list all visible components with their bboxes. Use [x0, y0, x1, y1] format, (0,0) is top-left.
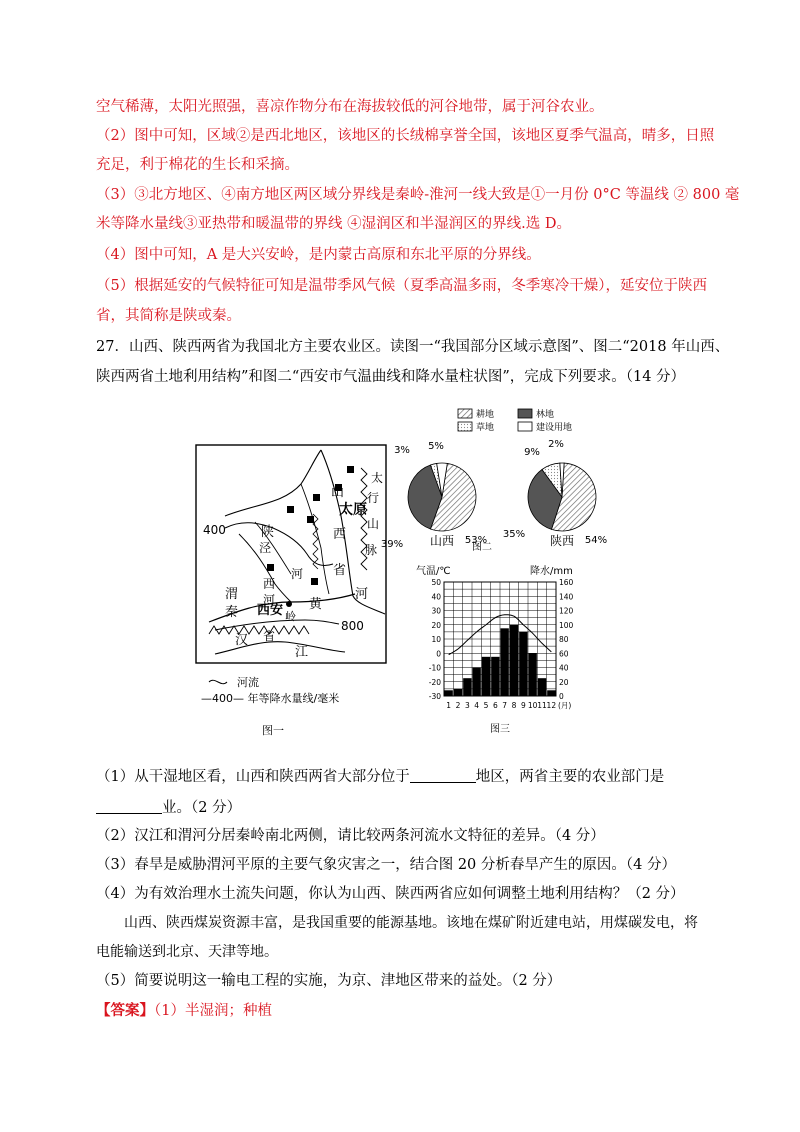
question-stem-2: 陕西两省土地利用结构”和图二“西安市气温曲线和降水量柱状图”，完成下列要求。（14 分） — [96, 369, 686, 385]
figure-3-climate-chart — [412, 562, 612, 740]
map-label-he: 河 — [291, 567, 304, 581]
answer-text: （1）半湿润；种植 — [154, 1003, 272, 1019]
figure-1-map — [195, 444, 395, 706]
climate-left-tick: 30 — [431, 606, 441, 616]
climate-right-tick: 20 — [559, 677, 569, 687]
map-label-xi-prov: 西 — [333, 527, 347, 542]
climate-right-tick: 0 — [559, 692, 564, 701]
climate-right-tick: 80 — [559, 635, 569, 644]
precip-bar-5 — [482, 657, 490, 696]
precip-bar-7 — [501, 628, 509, 696]
question-1-part-a: （1）从干湿地区看，山西和陕西两省大部分位于 — [96, 769, 410, 785]
precip-bar-8 — [510, 625, 518, 696]
question-1-line-2 — [96, 798, 241, 818]
map-label-xian: 西安 — [257, 603, 284, 618]
map-label-jing: 泾 — [259, 541, 272, 555]
climate-left-tick: 10 — [431, 635, 441, 644]
question-1-line-1 — [96, 767, 664, 787]
climate-month-10: 10 — [527, 701, 538, 710]
climate-month-3: 3 — [464, 701, 470, 710]
map-label-hang: 行 — [367, 491, 380, 505]
pie-name-1: 陕西 — [549, 534, 575, 548]
question-5: （5）简要说明这一输电工程的实施，为京、津地区带来的益处。（2 分） — [96, 973, 562, 989]
figure-1-caption: 图一 — [262, 724, 284, 737]
climate-left-tick: 50 — [431, 578, 441, 587]
question-stem-1: 27．山西、陕西两省为我国北方主要农业区。读图一“我国部分区域示意图”、图二“2018 年山西、 — [96, 339, 730, 355]
pie-label-陕西-cultivated: 54% — [584, 535, 608, 546]
precip-bar-10 — [529, 653, 537, 696]
map-label-mai: 脉 — [365, 543, 378, 557]
climate-left-tick: -30 — [428, 692, 441, 701]
prev-answer-line-3: 充足，利于棉花的生长和采摘。 — [96, 157, 299, 173]
precip-bar-12 — [547, 690, 555, 696]
map-label-han: 汉 — [235, 633, 249, 648]
pie-label-山西-grassland: 3% — [394, 445, 410, 456]
map-label-qin: 秦 — [225, 605, 239, 620]
pie-label-陕西-grassland: 9% — [524, 447, 540, 458]
map-label-shan2: 山 — [367, 517, 380, 531]
map-label-xi: 西 — [263, 577, 276, 591]
map-label-he3: 河 — [355, 587, 369, 602]
prev-answer-line-5: 米等降水量线③亚热带和暖温带的界线 ④湿润区和半湿润区的界线.选 D。 — [96, 216, 571, 232]
climate-month-11: 11 — [537, 701, 547, 710]
answer-blank-1[interactable] — [410, 768, 476, 783]
pie-label-山西-construction: 5% — [428, 441, 444, 452]
answer-blank-2[interactable] — [96, 799, 162, 814]
climate-right-tick: 120 — [559, 606, 574, 616]
map-label-iso800: 800 — [341, 619, 364, 633]
climate-month-2: 2 — [455, 701, 461, 710]
pie-label-山西-forest: 39% — [380, 539, 404, 550]
climate-month-4: 4 — [474, 701, 480, 710]
prev-answer-line-6: （4）图中可知，A 是大兴安岭，是内蒙古高原和东北平原的分界线。 — [96, 247, 541, 263]
map-legend-river: 河流 — [237, 676, 259, 689]
passage-line-2: 电能输送到北京、天津等地。 — [96, 944, 278, 960]
climate-left-tick: -10 — [428, 663, 441, 673]
figure-2-pies — [380, 405, 620, 555]
climate-month-7: 7 — [502, 701, 508, 710]
precip-bar-9 — [519, 632, 527, 696]
climate-right-tick: 140 — [559, 592, 574, 602]
prev-answer-line-4: （3）③北方地区、④南方地区两区域分界线是秦岭-淮河一线大致是①一月份 0°C 等温线 ② 800 毫 — [96, 187, 740, 203]
figure-3-caption: 图三 — [490, 724, 510, 735]
climate-right-tick: 60 — [559, 649, 569, 659]
climate-left-tick: 0 — [436, 649, 441, 659]
climate-right-tick: 40 — [559, 663, 569, 673]
climate-left-axis-title: 气温/℃ — [416, 566, 451, 577]
climate-left-tick: 40 — [431, 592, 441, 602]
question-2: （2）汉江和渭河分居秦岭南北两侧，请比较两条河流水文特征的差异。（4 分） — [96, 828, 605, 844]
precip-bar-1 — [445, 690, 453, 696]
pie-label-山西-cultivated: 53% — [464, 535, 488, 546]
climate-month-12: 12 — [546, 701, 557, 710]
prev-answer-line-2: （2）图中可知，区域②是西北地区，该地区的长绒棉享誉全国，该地区夏季气温高，晴多，日照 — [96, 128, 715, 144]
pie-legend-construction: 建设用地 — [536, 423, 573, 433]
climate-month-5: 5 — [483, 701, 489, 710]
map-label-iso400: 400 — [203, 523, 226, 537]
map-label-sheng: 省 — [333, 563, 347, 578]
question-1-part-c: 业。（2 分） — [162, 800, 242, 816]
map-label-sheng2: 省 — [263, 629, 276, 643]
pie-legend-cultivated: 耕地 — [476, 410, 495, 420]
climate-right-tick: 160 — [559, 578, 574, 587]
answer-tag: 【答案】 — [96, 1002, 154, 1019]
climate-month-1: 1 — [446, 701, 452, 710]
precip-bar-11 — [538, 678, 546, 696]
prev-answer-line-7: （5）根据延安的气候特征可知是温带季风气候（夏季高温多雨，冬季寒冷干燥），延安位于陕西 — [96, 278, 707, 294]
map-label-ling: 岭 — [285, 610, 296, 623]
climate-month-6: 6 — [492, 701, 498, 710]
climate-month-9: 9 — [520, 701, 526, 710]
precip-bar-3 — [463, 678, 471, 696]
pie-label-陕西-construction: 2% — [548, 439, 564, 450]
map-label-tai: 太 — [371, 471, 384, 485]
question-4: （4）为有效治理水土流失问题，你认为山西、陕西两省应如何调整土地利用结构？（2 分） — [96, 886, 685, 902]
prev-answer-line-1: 空气稀薄，太阳光照强，喜凉作物分布在海拔较低的河谷地带，属于河谷农业。 — [96, 99, 604, 115]
map-label-shan: 山 — [331, 485, 345, 500]
map-label-wei: 渭 — [225, 587, 239, 602]
answer-line — [96, 1001, 272, 1021]
precip-bar-2 — [454, 689, 462, 696]
pie-legend-forest: 林地 — [536, 410, 555, 420]
pie-label-陕西-forest: 35% — [502, 529, 526, 540]
climate-month-8: 8 — [511, 701, 517, 710]
map-label-taiyuan: 太原 — [339, 502, 367, 518]
precip-bar-6 — [491, 657, 499, 696]
climate-right-axis-title: 降水/mm — [530, 566, 573, 577]
prev-answer-line-8: 省，其简称是陕或秦。 — [96, 308, 241, 324]
climate-left-tick: 20 — [431, 620, 441, 630]
map-label-he2: 河 — [263, 593, 276, 607]
precip-bar-4 — [473, 668, 481, 697]
climate-right-tick: 100 — [559, 620, 574, 630]
question-1-part-b: 地区，两省主要的农业部门是 — [475, 769, 665, 785]
pie-legend-grassland: 草地 — [476, 423, 495, 433]
figure-2-caption: 图二 — [472, 542, 492, 553]
map-label-huang: 黄 — [309, 597, 323, 612]
question-3: （3）春旱是威胁渭河平原的主要气象灾害之一，结合图 20 分析春旱产生的原因。（4 分） — [96, 857, 676, 873]
map-label-shaan: 陕 — [261, 525, 275, 540]
passage-line-1: 山西、陕西煤炭资源丰富，是我国重要的能源基地。该地在煤矿附近建电站，用煤碳发电，将 — [124, 915, 698, 931]
climate-month-unit: (月) — [558, 701, 572, 710]
pie-name-0: 山西 — [429, 534, 455, 548]
map-legend-isohyet: —400— 年等降水量线/毫米 — [201, 692, 340, 705]
climate-left-tick: -20 — [428, 677, 441, 687]
map-label-jiang: 江 — [295, 645, 309, 660]
